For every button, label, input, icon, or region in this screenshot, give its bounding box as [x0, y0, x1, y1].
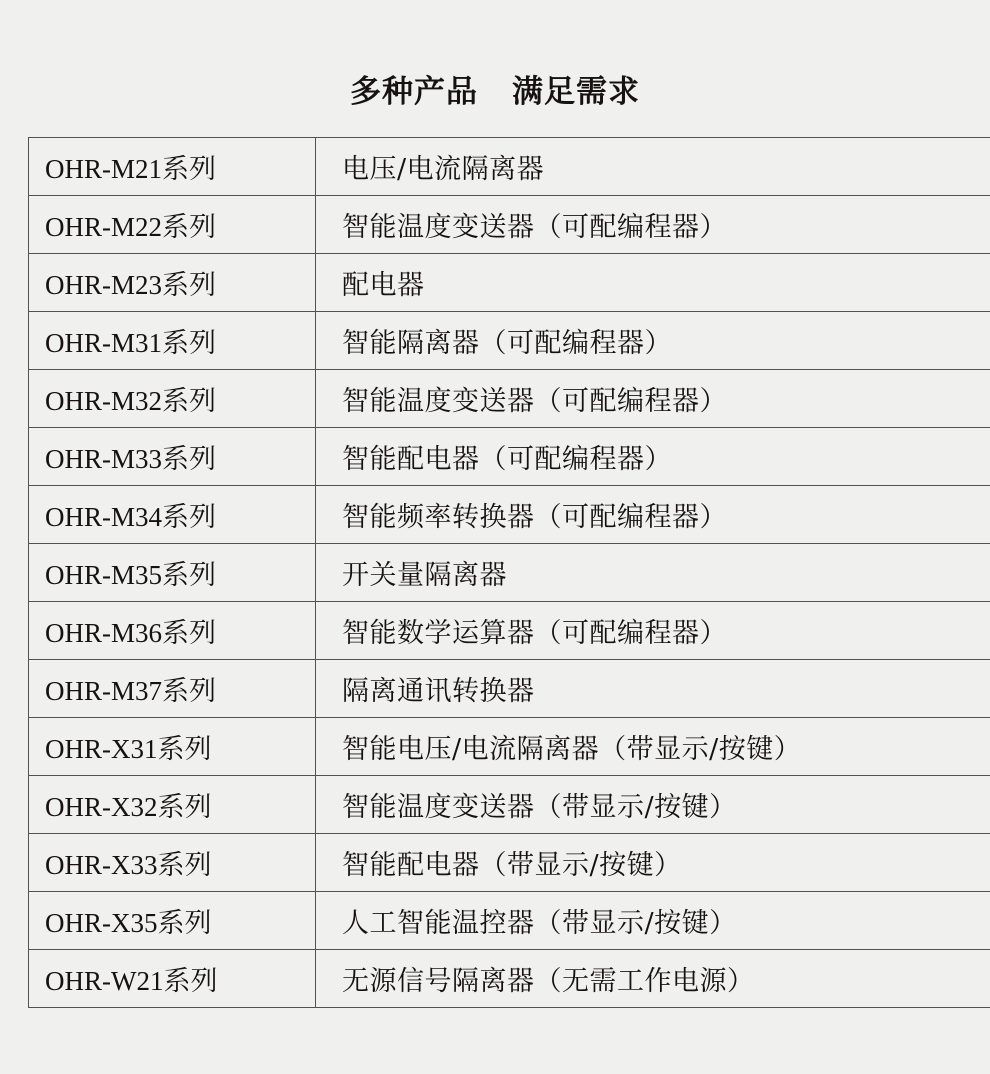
table-row	[29, 486, 990, 544]
table-row	[29, 370, 990, 428]
product-description-cell: 智能温度变送器（可配编程器）	[316, 370, 990, 428]
product-code-cell: OHR-X33系列	[29, 834, 316, 892]
product-description-cell: 无源信号隔离器（无需工作电源）	[316, 950, 990, 1008]
table-row	[29, 950, 990, 1008]
product-description-cell: 智能频率转换器（可配编程器）	[316, 486, 990, 544]
product-code-cell: OHR-M34系列	[29, 486, 316, 544]
table-row	[29, 312, 990, 370]
product-description-cell: 隔离通讯转换器	[316, 660, 990, 718]
table-row	[29, 196, 990, 254]
product-code-cell: OHR-M22系列	[29, 196, 316, 254]
product-description-cell: 智能电压/电流隔离器（带显示/按键）	[316, 718, 990, 776]
table-row	[29, 138, 990, 196]
product-description-cell: 智能温度变送器（可配编程器）	[316, 196, 990, 254]
table-row	[29, 660, 990, 718]
product-description-cell: 智能配电器（带显示/按键）	[316, 834, 990, 892]
product-code-cell: OHR-X31系列	[29, 718, 316, 776]
page-title-part1: 多种产品	[350, 74, 478, 110]
product-table	[28, 137, 990, 1008]
product-code-cell: OHR-M37系列	[29, 660, 316, 718]
product-code-cell: OHR-M33系列	[29, 428, 316, 486]
table-row	[29, 254, 990, 312]
product-code-cell: OHR-M36系列	[29, 602, 316, 660]
product-description-cell: 智能数学运算器（可配编程器）	[316, 602, 990, 660]
product-description-cell: 智能配电器（可配编程器）	[316, 428, 990, 486]
table-row	[29, 428, 990, 486]
product-description-cell: 人工智能温控器（带显示/按键）	[316, 892, 990, 950]
product-code-cell: OHR-M35系列	[29, 544, 316, 602]
table-row	[29, 602, 990, 660]
table-row	[29, 776, 990, 834]
table-row	[29, 718, 990, 776]
product-code-cell: OHR-X35系列	[29, 892, 316, 950]
product-table-body	[29, 138, 990, 1008]
product-description-cell: 电压/电流隔离器	[316, 138, 990, 196]
product-code-cell: OHR-M31系列	[29, 312, 316, 370]
product-description-cell: 智能隔离器（可配编程器）	[316, 312, 990, 370]
table-row	[29, 834, 990, 892]
page-title	[0, 66, 990, 111]
page-title-part2: 满足需求	[512, 74, 640, 110]
table-row	[29, 892, 990, 950]
product-description-cell: 智能温度变送器（带显示/按键）	[316, 776, 990, 834]
product-code-cell: OHR-W21系列	[29, 950, 316, 1008]
product-code-cell: OHR-M23系列	[29, 254, 316, 312]
product-code-cell: OHR-M32系列	[29, 370, 316, 428]
product-description-cell: 开关量隔离器	[316, 544, 990, 602]
table-row	[29, 544, 990, 602]
product-description-cell: 配电器	[316, 254, 990, 312]
product-code-cell: OHR-X32系列	[29, 776, 316, 834]
product-code-cell: OHR-M21系列	[29, 138, 316, 196]
